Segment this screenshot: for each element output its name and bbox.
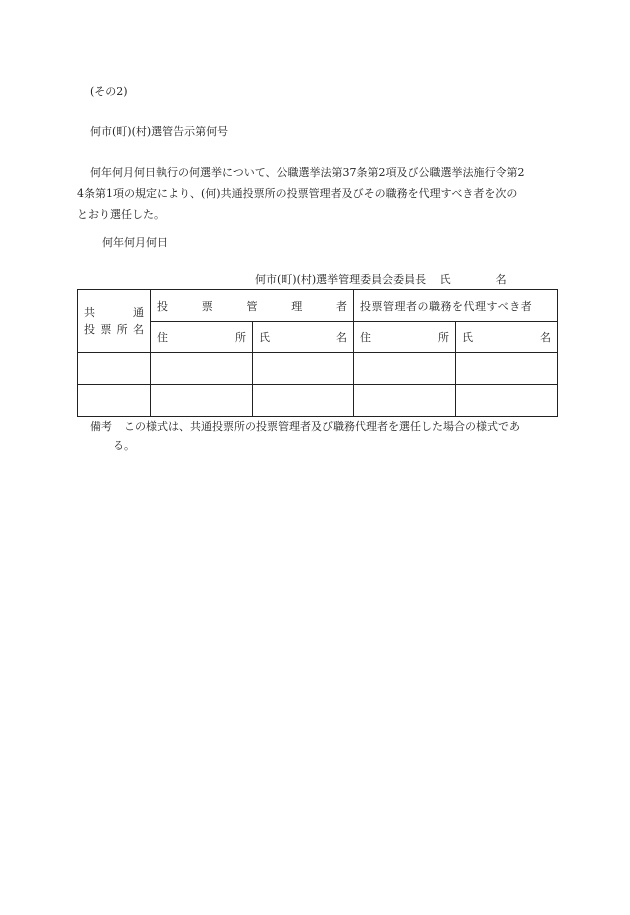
remarks-continuation: る。 <box>113 439 135 452</box>
body-line: 4条第1項の規定により、(何)共通投票所の投票管理者及びその職務を代理すべき者を次の <box>77 187 518 200</box>
notice-body <box>77 162 557 225</box>
signature-line <box>255 272 507 287</box>
remarks-label: 備考 <box>90 420 112 433</box>
polling-manager-header: 投 票 管 理 者 <box>151 290 354 322</box>
form-number: (その2) <box>90 85 128 98</box>
body-line: とおり選任した。 <box>77 208 165 221</box>
body-line: 何年何月何日執行の何選挙について、公職選挙法第37条第2項及び公職選挙法施行令第2 <box>90 166 525 179</box>
table-cell <box>456 385 558 417</box>
notice-date: 何年何月何日 <box>102 236 168 249</box>
appointment-table <box>77 289 558 417</box>
deputy-name-header: 氏 名 <box>456 322 558 353</box>
table-cell <box>456 353 558 385</box>
table-cell <box>151 353 253 385</box>
committee-chair-title: 何市(町)(村)選挙管理委員会委員長 <box>255 273 427 286</box>
remarks <box>90 419 520 434</box>
notice-number: 何市(町)(村)選管告示第何号 <box>90 125 229 138</box>
deputy-address-header: 住 所 <box>354 322 456 353</box>
table-cell <box>354 385 456 417</box>
remarks-text: この様式は、共通投票所の投票管理者及び職務代理者を選任した場合の様式であ <box>124 420 520 433</box>
table-cell <box>78 385 151 417</box>
table-header-row <box>78 290 558 322</box>
table-row <box>78 353 558 385</box>
shared-polling-station-header: 共 通 投 票 所 名 <box>78 290 151 353</box>
table-cell <box>354 353 456 385</box>
name-label-1: 氏 <box>439 273 451 286</box>
table-cell <box>151 385 253 417</box>
table-cell <box>78 353 151 385</box>
table-row <box>78 385 558 417</box>
table-cell <box>253 385 354 417</box>
table-cell <box>253 353 354 385</box>
manager-name-header: 氏 名 <box>253 322 354 353</box>
manager-address-header: 住 所 <box>151 322 253 353</box>
deputy-header: 投票管理者の職務を代理すべき者 <box>354 290 558 322</box>
name-label-2: 名 <box>495 273 507 286</box>
